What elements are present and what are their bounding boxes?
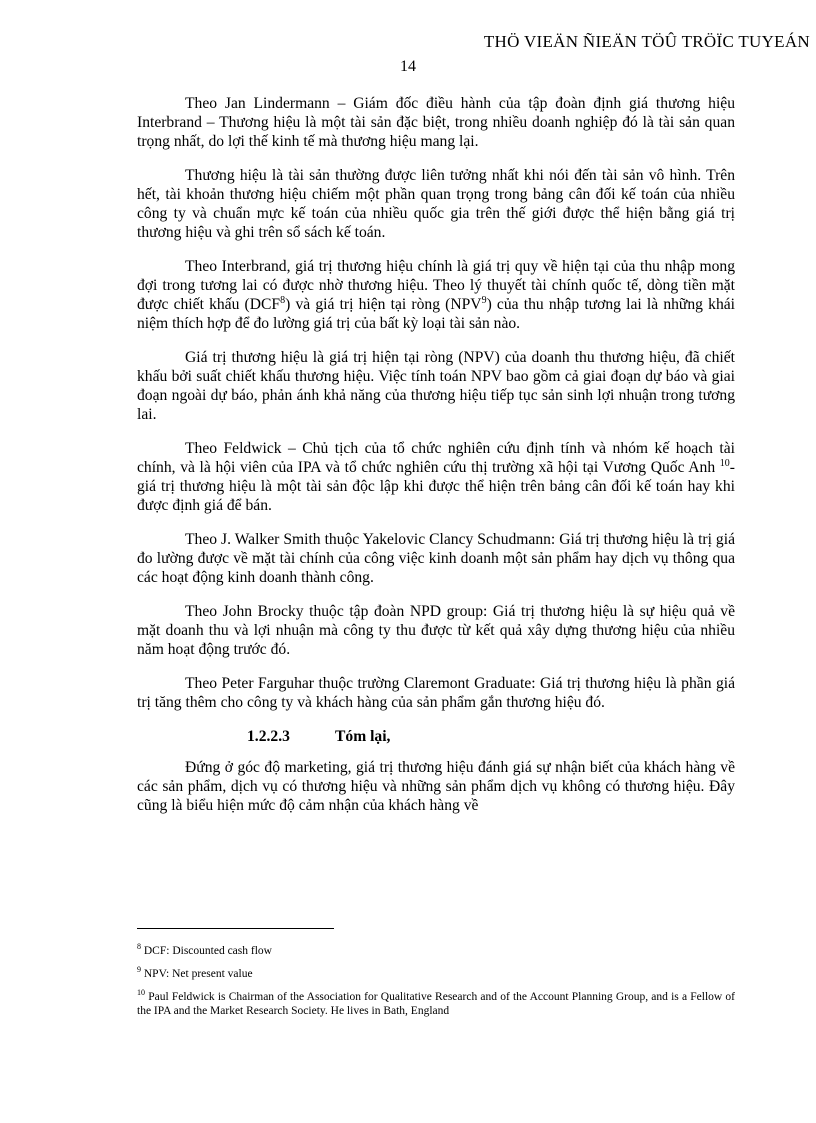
paragraph-text: ) của thu nhập tương lai là những khái niệm thích hợp để đo lường giá trị của bất kỳ loại tài sản nào. — [137, 296, 735, 332]
section-heading — [137, 727, 735, 746]
paragraph-brocky: Theo John Brocky thuộc tập đoàn NPD group: Giá trị thương hiệu là sự hiệu quả về mặt doanh thu và lợi nhuận mà công ty thu được từ kết quả xây dựng thương hiệu của nhiều năm hoạt động trước đó. — [137, 603, 735, 658]
footnotes — [137, 944, 735, 1027]
footnote-mark: 8 — [137, 942, 141, 952]
paragraph-text: Theo Feldwick – Chủ tịch của tổ chức nghiên cứu định tính và nhóm kế hoạch tài chính, và là hội viên của IPA và tổ chức nghiên cứu thị trường xã hội tại Vương Quốc Anh — [137, 440, 735, 476]
footnote-text: NPV: Net present value — [141, 968, 253, 980]
paragraph-npv: Giá trị thương hiệu là giá trị hiện tại ròng (NPV) của doanh thu thương hiệu, đã chiết khấu bởi suất chiết khấu thương hiệu. Việc tính toán NPV bao gồm cả giai đoạn dự báo và giai đoạn ngoài dự báo, phản ánh khả năng của thương hiệu tiếp tục sản sinh lợi nhuận trong tương lai. — [137, 349, 735, 423]
footnote-ref-9[interactable]: 9 — [481, 294, 487, 306]
paragraph-text: Theo Interbrand, giá trị thương hiệu chính là giá trị quy về hiện tại của thu nhập mong đợi trong tương lai có được nhờ thương hiệu. Theo lý thuyết tài chính quốc tế, dòng tiền mặt được chiết khấu (DCF — [137, 258, 735, 313]
paragraph-walker-smith: Theo J. Walker Smith thuộc Yakelovic Clancy Schudmann: Giá trị thương hiệu là trị giá đo lường được về mặt tài chính của công việc kinh doanh một sản phẩm hay dịch vụ thông qua các hoạt động kinh doanh thành công. — [137, 531, 735, 586]
footnote-10 — [137, 990, 735, 1018]
page-number: 14 — [400, 58, 416, 75]
paragraph-intangible-asset: Thương hiệu là tài sản thường được liên tưởng nhất khi nói đến tài sản vô hình. Trên hết, tài khoản thương hiệu chiếm một phần quan trọng trong bảng cân đối kế toán của nhiều công ty và chuẩn mực kế toán của nhiều quốc gia trên thế giới được thể hiện bằng giá trị thương hiệu và ghi trên sổ sách kế toán. — [137, 167, 735, 241]
footnote-text: DCF: Discounted cash flow — [141, 945, 272, 957]
page-body — [137, 94, 735, 830]
paragraph-interbrand — [137, 257, 735, 333]
section-number: 1.2.2.3 — [247, 728, 290, 745]
footnote-ref-8[interactable]: 8 — [280, 294, 286, 306]
footnote-mark: 10 — [137, 988, 145, 998]
paragraph-summary: Đứng ở góc độ marketing, giá trị thương hiệu đánh giá sự nhận biết của khách hàng về các sản phẩm, dịch vụ có thương hiệu và những sản phẩm dịch vụ không có thương hiệu. Đây cũng là biểu hiện mức độ cảm nhận của khách hàng về — [137, 759, 735, 814]
section-title: Tóm lại, — [335, 728, 391, 745]
footnote-9 — [137, 967, 735, 981]
footnote-8 — [137, 944, 735, 958]
paragraph-text: - giá trị thương hiệu là một tài sản độc lập khi được thể hiện trên bảng cân đối kế toán hay khi được định giá để bán. — [137, 459, 735, 514]
footnote-ref-10[interactable]: 10 — [719, 457, 730, 469]
footnote-separator — [137, 928, 334, 929]
footnote-mark: 9 — [137, 965, 141, 975]
paragraph-feldwick — [137, 439, 735, 515]
footnote-text: Paul Feldwick is Chairman of the Association for Qualitative Research and of the Account Planning Group, and is a Fellow of the IPA and the Market Research Society. He lives in Bath, England — [137, 991, 735, 1017]
paragraph-lindermann: Theo Jan Lindermann – Giám đốc điều hành của tập đoàn định giá thương hiệu Interbrand – Thương hiệu là một tài sản đặc biệt, trong nhiều doanh nghiệp đó là tài sản quan trọng nhất, do lợi thế kinh tế mà thương hiệu mang lại. — [137, 95, 735, 150]
paragraph-text: ) và giá trị hiện tại ròng (NPV — [285, 296, 482, 313]
running-header: THÖ VIEÄN ÑIEÄN TÖÛ TRÖÏC TUYEÁN — [483, 32, 810, 51]
paragraph-farguhar: Theo Peter Farguhar thuộc trường Claremont Graduate: Giá trị thương hiệu là phần giá trị tăng thêm cho công ty và khách hàng của sản phẩm gắn thương hiệu đó. — [137, 675, 735, 711]
